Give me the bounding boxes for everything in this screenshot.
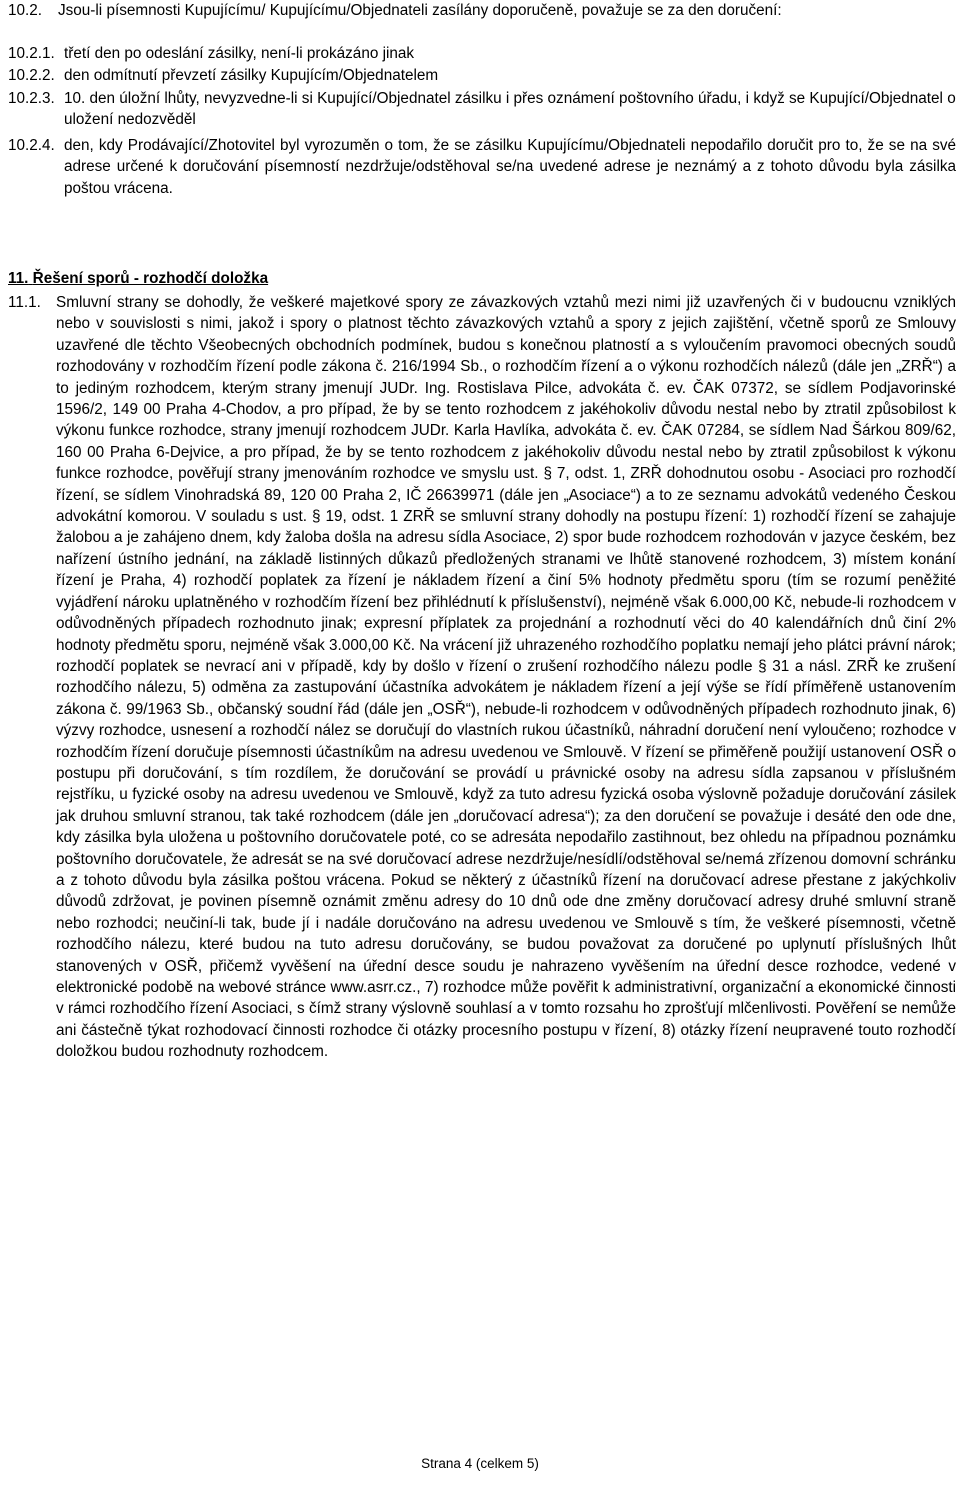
section-11-heading bbox=[8, 268, 268, 289]
clause-text: 10. den úložní lhůty, nevyzvedne-li si Kupující/Objednatel zásilku i přes oznámení poštovního úřadu, i když se Kupující/Objednatel o uložení nedozvěděl bbox=[64, 90, 956, 129]
section-title: Řešení sporů - rozhodčí doložka bbox=[32, 270, 269, 287]
clause-number: 11.1. bbox=[8, 294, 41, 311]
clause-text: třetí den po odeslání zásilky, není-li prokázáno jinak bbox=[64, 45, 415, 62]
page-footer: Strana 4 (celkem 5) bbox=[421, 1456, 539, 1471]
clause-number: 10.2.3. bbox=[8, 90, 55, 107]
clause-10-2-4 bbox=[8, 135, 956, 199]
clause-text: den, kdy Prodávající/Zhotovitel byl vyrozuměn o tom, že se zásilku Kupujícímu/Objednateli nepodařilo doručit pro to, že se na své adrese určené k doručování písemností nezdržuje/odstěhoval se/na uvedené adrese je neznámý a z tohoto důvodu byla zásilka poštou vrácena. bbox=[64, 137, 956, 197]
clause-10-2-3 bbox=[8, 88, 956, 131]
section-number: 11. bbox=[8, 270, 29, 287]
clause-10-2 bbox=[8, 0, 956, 21]
clause-number: 10.2.2. bbox=[8, 67, 55, 84]
clause-11-1 bbox=[8, 292, 956, 1063]
clause-10-2-1 bbox=[8, 43, 956, 64]
clause-text: Smluvní strany se dohodly, že veškeré majetkové spory ze závazkových vztahů mezi nimi již uzavřených či v budoucnu vzniklých nebo v souvislosti s nimi, jakož i spory o platnost těchto závazkových vztahů a spory z jejich zajištění, včetně sporů ze Smlouvy uzavřené dle těchto Všeobecných obchodních podmínek, budou s konečnou platností a s vyloučením pravomoci obecných soudů rozhodovány v rozhodčím řízení podle zákona č. 216/1994 Sb., o rozhodčím řízení a o výkonu rozhodčích nálezů (dále jen „ZRŘ“) a to jediným rozhodcem, kterým strany jmenují JUDr. Ing. Rostislava Pilce, advokáta č. ev. ČAK 07372, se sídlem Podjavorinské 1596/2, 149 00 Praha 4-Chodov, a pro případ, že by se tento rozhodcem z jakéhokoliv důvodu nestal nebo by ztratil způsobilost k výkonu funkce rozhodce, strany jmenují rozhodcem JUDr. Karla Havlíka, advokáta č. ev. ČAK 07284, se sídlem Nad Šárkou 809/62, 160 00 Praha 6-Dejvice, a pro případ, že by se tento rozhodcem z jakéhokoliv důvodu nestal nebo by ztratil způsobilost k výkonu funkce rozhodce, pověřují strany jmenováním rozhodce ve smyslu ust. § 7, odst. 1, ZRŘ dohodnutou osobu - Asociaci pro rozhodčí řízení, se sídlem Vinohradská 89, 120 00 Praha 2, IČ 26639971 (dále jen „Asociace“) a to ze seznamu advokátů vedeného Českou advokátní komorou. V souladu s ust. § 19, odst. 1 ZRŘ se smluvní strany dohodly na postupu řízení: 1) rozhodčí řízení se zahajuje žalobou a je zahájeno dnem, kdy žaloba došla na adresu sídla Asociace, 2) spor bude rozhodcem rozhodován v jazyce českém, bez nařízení ústního jednání, na základě listinných důkazů předložených stranami ve lhůtě stanovené rozhodcem, 3) místem konání řízení je Praha, 4) rozhodčí poplatek za řízení je nákladem řízení a činí 5% hodnoty předmětu sporu (tím se rozumí peněžité vyjádření nároku uplatněného v rozhodčím řízení bez přihlédnutí k příslušenství), nejméně však 6.000,00 Kč, nebude-li rozhodcem v odůvodněných případech rozhodnuto jinak; expresní příplatek za projednání a rozhodnutí věci do 40 kalendářních dnů činí 2% hodnoty předmětu sporu, nejméně však 3.000,00 Kč. Na vrácení již uhrazeného rozhodčího poplatku nemají jeho plátci právní nárok; rozhodčí poplatek se nevrací ani v případě, kdy by došlo v řízení o zrušení rozhodčího nálezu podle § 31 a násl. ZRŘ ke zrušení rozhodčího nálezu, 5) odměna za zastupování účastníka advokátem je nákladem řízení a její výše se řídí příměřeně ustanovením zákona č. 99/1963 Sb., občanský soudní řád (dále jen „OSŘ“), nebude-li rozhodcem v odůvodněných případech rozhodnuto jinak, 6) výzvy rozhodce, usnesení a rozhodčí nález se doručují do vlastních rukou účastníků, náhradní doručení není vyloučeno; rozhodce v rozhodčím řízení doručuje písemnosti účastníkům na adresu uvedenou ve Smlouvě. V řízení se přiměřeně použijí ustanovení OSŘ o postupu při doručování, s tím rozdílem, že doručování se provádí u právnické osoby na adresu sídla zapsanou v příslušném rejstříku, u fyzické osoby na adresu uvedenou ve Smlouvě, když za tuto adresu fyzická osoba výslovně požaduje doručování zásilek jak druhou smluvní stranou, tak také rozhodcem (dále jen „doručovací adresa“); za den doručení se považuje i desáté den ode dne, kdy zásilka byla uložena u poštovního doručovatele poté, co se adresáta nepodařilo zastihnout, bez ohledu na případnou poznámku poštovního doručovatele, že adresát se na své doručovací adrese nezdržuje/nesídlí/odstěhoval se/nemá zřízenou domovní schránku a z tohoto důvodu byla zásilka poštou vrácena. Pokud se některý z účastníků řízení na doručovací adrese přestane z jakýchkoliv důvodů zdržovat, je povinen písemně oznámit změnu adresy do 10 dnů ode dne změny doručovací adresy druhé smluvní straně nebo rozhodci; neučiní-li tak, bude jí i nadále doručováno na adresu uvedenou ve Smlouvě s tím, že veškeré písemnosti, včetně rozhodčího nálezu, které budou na tuto adresu doručovány, se budou považovat za doručené po uplynutí příslušných lhůt stanovených v OSŘ, přičemž vyvěšení na úřední desce soudu je nahrazeno vyvěšením na úřední desce rozhodce, vedené v elektronické podobě na webové stránce www.asrr.cz., 7) rozhodce může pověřit k administrativní, organizační a ekonomické činnosti v rámci rozhodčího řízení Asociaci, s čímž strany výslovně souhlasí a v tomto rozsahu ho zprošťují mlčenlivosti. Pověření se nemůže ani částečně týkat rozhodovací činnosti rozhodce či otázky procesního postupu v řízení, 8) otázky řízení neupravené touto rozhodčí doložkou budou rozhodnuty rozhodcem. bbox=[56, 294, 956, 1061]
clause-text: den odmítnutí převzetí zásilky Kupujícím/Objednatelem bbox=[64, 67, 439, 84]
clause-number: 10.2.1. bbox=[8, 45, 55, 62]
clause-text: Jsou-li písemnosti Kupujícímu/ Kupujícímu/Objednateli zasílány doporučeně, považuje se za den doručení: bbox=[58, 2, 782, 19]
clause-number: 10.2. bbox=[8, 2, 43, 19]
clause-10-2-2 bbox=[8, 65, 956, 86]
clause-number: 10.2.4. bbox=[8, 137, 55, 154]
